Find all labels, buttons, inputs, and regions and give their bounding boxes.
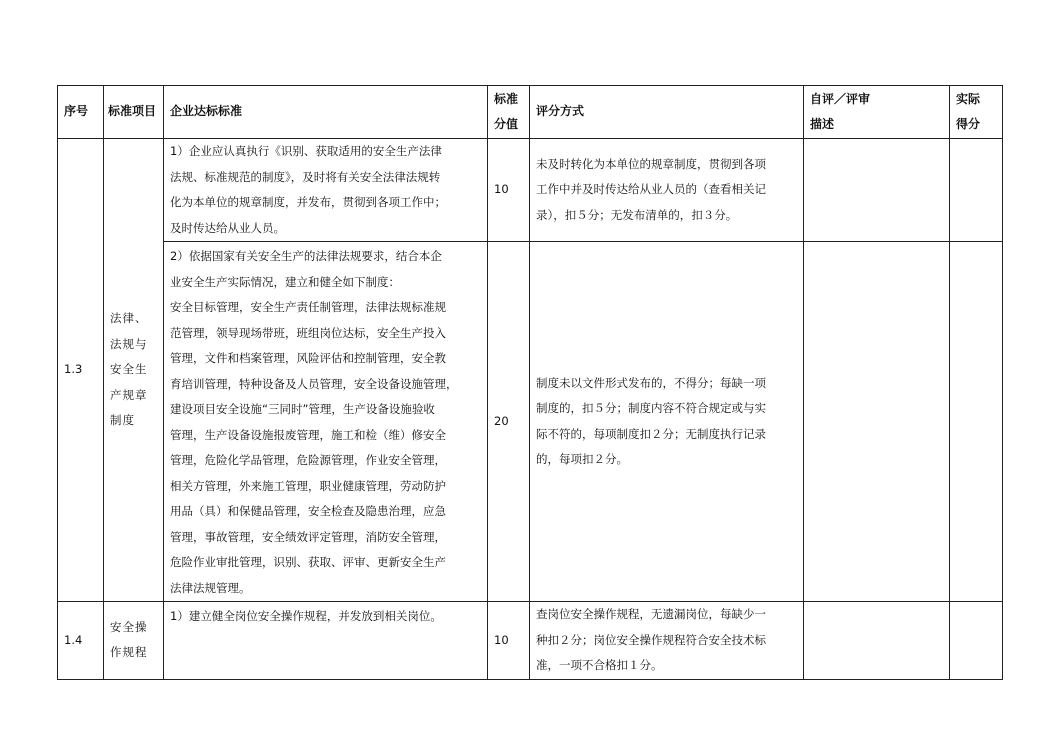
method-line: 工作中并及时传达给从业人员的（查看相关记 [536, 182, 766, 197]
row-self-eval[interactable] [804, 242, 950, 602]
header-actual [950, 86, 1003, 139]
row-seq: 1.3 [58, 139, 104, 602]
header-self-line2: 描述 [810, 117, 835, 131]
header-item: 标准项目 [104, 86, 164, 139]
table-row [58, 602, 1003, 680]
item-line: 安全生 [110, 362, 148, 377]
row-actual-score[interactable] [950, 602, 1003, 680]
standard-line: 安全目标管理，安全生产责任制管理，法律法规标准规 [170, 300, 446, 314]
row-method [530, 602, 804, 680]
standard-line: 管理，生产设备设施报废管理，施工和检（维）修安全 [170, 427, 446, 442]
row-self-eval[interactable] [804, 139, 950, 242]
method-line: 制度的，扣５分；制度内容不符合规定或与实 [536, 401, 766, 415]
method-line: 际不符的，每项制度扣２分；无制度执行记录 [536, 426, 766, 441]
safety-standard-table [57, 85, 1003, 680]
standard-line: 1）企业应认真执行《识别、获取适用的安全生产法律 [170, 144, 442, 158]
method-line: 的，每项扣２分。 [536, 452, 628, 466]
header-seq: 序号 [58, 86, 104, 139]
row-standard [164, 139, 488, 242]
row-standard [164, 242, 488, 602]
header-score [488, 86, 530, 139]
standard-line: 相关方管理，外来施工管理，职业健康管理，劳动防护 [170, 478, 446, 493]
row-actual-score[interactable] [950, 139, 1003, 242]
item-line: 制度 [110, 413, 135, 428]
row-item [104, 602, 164, 680]
standard-line: 管理，事故管理，安全绩效评定管理，消防安全管理， [170, 529, 446, 544]
standard-line: 建设项目安全设施“三同时”管理，生产设备设施验收 [170, 402, 435, 416]
standard-line: 危险作业审批管理，识别、获取、评审、更新安全生产 [170, 555, 446, 569]
item-line: 法规与 [110, 336, 148, 351]
standard-line: 1）建立健全岗位安全操作规程，并发放到相关岗位。 [170, 609, 442, 623]
item-line: 作规程 [110, 645, 148, 660]
method-line: 准，一项不合格扣１分。 [536, 658, 663, 672]
header-standard: 企业达标标准 [164, 86, 488, 139]
item-line: 安全操 [110, 619, 148, 634]
row-standard [164, 602, 488, 680]
table-row [58, 242, 1003, 602]
table-row [58, 139, 1003, 242]
standard-line: 管理，文件和档案管理，风险评估和控制管理，安全教 [170, 351, 446, 365]
row-self-eval[interactable] [804, 602, 950, 680]
standard-line: 范管理，领导现场带班，班组岗位达标，安全生产投入 [170, 325, 446, 340]
header-self-line1: 自评／评审 [810, 91, 871, 106]
header-actual-line1: 实际 [956, 91, 981, 106]
header-score-line2: 分值 [494, 117, 519, 131]
row-item [104, 139, 164, 602]
method-line: 录），扣５分；无发布清单的，扣３分。 [536, 207, 738, 222]
standard-line: 业安全生产实际情况，建立和健全如下制度： [170, 274, 400, 289]
header-self-eval [804, 86, 950, 139]
row-method [530, 139, 804, 242]
standard-line: 2）依据国家有关安全生产的法律法规要求，结合本企 [170, 249, 442, 263]
row-score: 20 [488, 242, 530, 602]
header-method: 评分方式 [530, 86, 804, 139]
standard-line: 法律法规管理。 [170, 580, 251, 595]
header-actual-line2: 得分 [956, 117, 981, 131]
row-score: 10 [488, 602, 530, 680]
standard-line: 法规、标准规范的制度》，及时将有关安全法律法规转 [170, 169, 441, 184]
row-actual-score[interactable] [950, 242, 1003, 602]
standard-line: 及时传达给从业人员。 [170, 220, 285, 235]
row-seq: 1.4 [58, 602, 104, 680]
row-score: 10 [488, 139, 530, 242]
method-line: 种扣２分；岗位安全操作规程符合安全技术标 [536, 632, 766, 647]
standard-line: 用品（具）和保健品管理，安全检查及隐患治理，应急 [170, 504, 446, 518]
standard-line: 管理，危险化学品管理，危险源管理，作业安全管理， [170, 453, 446, 467]
row-method [530, 242, 804, 602]
item-line: 产规章 [110, 387, 148, 402]
item-line: 法律、 [110, 311, 148, 326]
method-line: 查岗位安全操作规程，无遗漏岗位，每缺少一 [536, 607, 766, 621]
header-row [58, 86, 1003, 139]
standard-line: 育培训管理，特种设备及人员管理，安全设备设施管理， [170, 376, 458, 391]
method-line: 制度未以文件形式发布的，不得分；每缺一项 [536, 375, 766, 390]
standard-line: 化为本单位的规章制度，并发布，贯彻到各项工作中； [170, 195, 446, 209]
method-line: 未及时转化为本单位的规章制度，贯彻到各项 [536, 156, 766, 171]
header-score-line1: 标准 [494, 91, 519, 106]
